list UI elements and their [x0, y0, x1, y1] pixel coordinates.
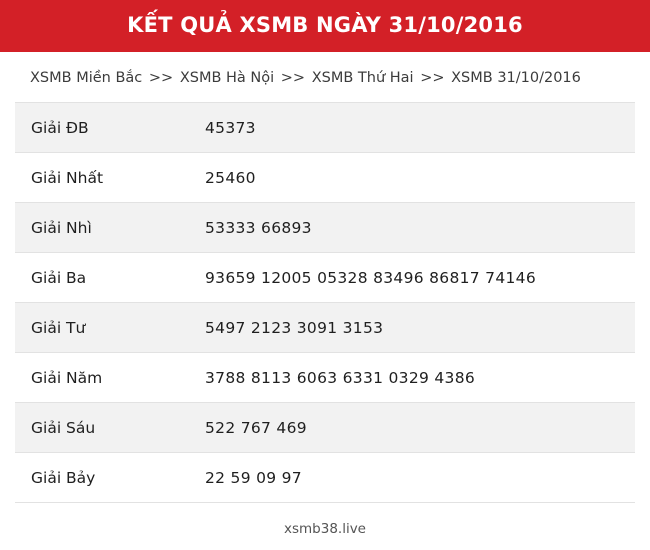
prize-numbers: 522 767 469 [205, 418, 307, 437]
table-row [15, 453, 635, 503]
prize-label: Giải Nhì [31, 218, 92, 237]
prize-numbers: 53333 66893 [205, 218, 312, 237]
breadcrumb-separator: >> [280, 70, 306, 86]
breadcrumb-item-3[interactable]: XSMB 31/10/2016 [451, 70, 581, 86]
prize-numbers: 25460 [205, 168, 256, 187]
prize-numbers: 5497 2123 3091 3153 [205, 318, 384, 337]
page-title: KẾT QUẢ XSMB NGÀY 31/10/2016 [0, 0, 650, 52]
table-row [15, 103, 635, 153]
prize-label: Giải ĐB [31, 118, 89, 137]
table-row [15, 303, 635, 353]
prize-numbers: 22 59 09 97 [205, 468, 302, 487]
prize-numbers: 45373 [205, 118, 256, 137]
prize-label: Giải Tư [31, 318, 86, 337]
table-row [15, 153, 635, 203]
breadcrumb [0, 52, 650, 102]
prize-label: Giải Sáu [31, 418, 96, 437]
breadcrumb-item-2[interactable]: XSMB Thứ Hai [311, 70, 414, 86]
table-row [15, 253, 635, 303]
footer [0, 503, 650, 550]
table-row [15, 203, 635, 253]
table-row [15, 353, 635, 403]
prize-numbers: 3788 8113 6063 6331 0329 4386 [205, 368, 476, 387]
prize-numbers: 93659 12005 05328 83496 86817 74146 [205, 268, 536, 287]
breadcrumb-item-1[interactable]: XSMB Hà Nội [179, 70, 275, 86]
prize-label: Giải Ba [31, 268, 87, 287]
results-table [15, 102, 635, 503]
site-name: xsmb38.live [283, 521, 366, 537]
breadcrumb-item-0[interactable]: XSMB Miền Bắc [30, 70, 143, 86]
prize-label: Giải Nhất [31, 168, 104, 187]
prize-label: Giải Năm [31, 368, 103, 387]
breadcrumb-separator: >> [148, 70, 174, 86]
prize-label: Giải Bảy [31, 468, 96, 487]
table-row [15, 403, 635, 453]
breadcrumb-separator: >> [420, 70, 445, 86]
